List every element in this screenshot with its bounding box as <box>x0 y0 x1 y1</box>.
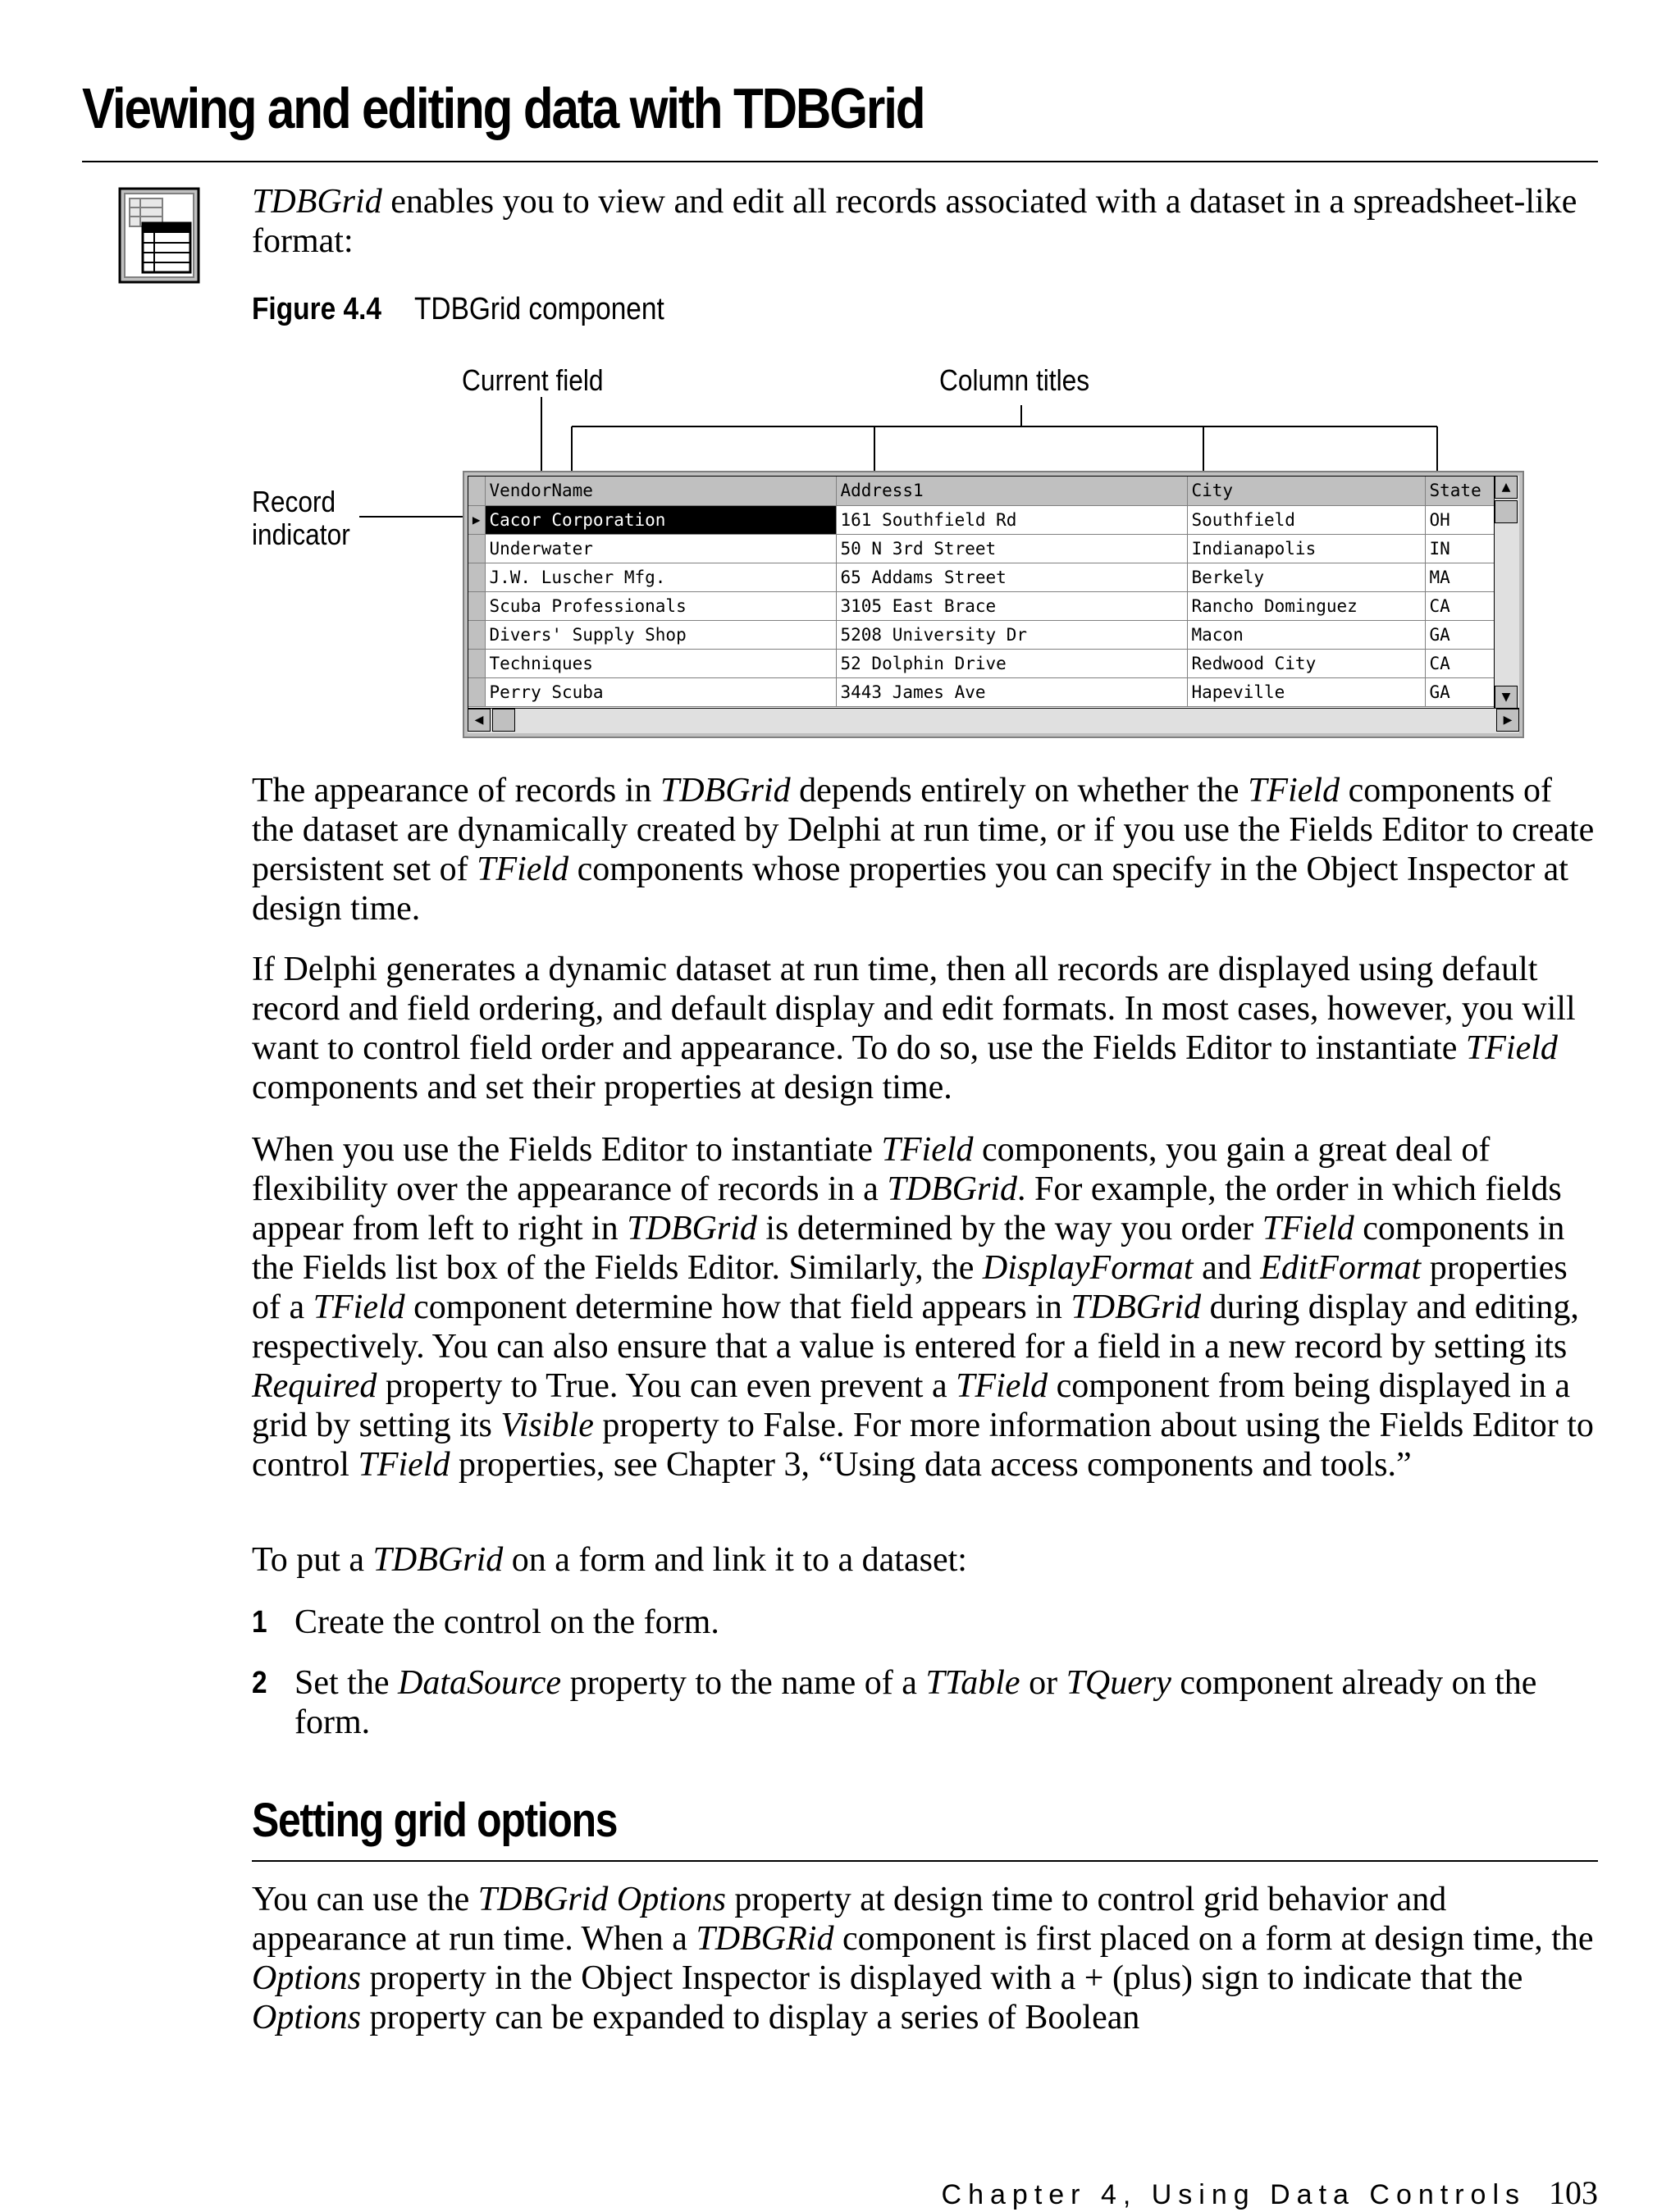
table-row <box>468 563 1502 591</box>
figure-title: TDBGrid component <box>414 292 664 326</box>
figure-caption <box>252 292 664 327</box>
dbgrid-table <box>468 477 1503 707</box>
scroll-down-icon: ▼ <box>1495 686 1518 709</box>
table-cell: J.W. Luscher Mfg. <box>485 563 836 591</box>
table-cell: 52 Dolphin Drive <box>836 649 1187 677</box>
table-cell: CA <box>1425 649 1502 677</box>
vertical-scroll-thumb <box>1495 500 1518 523</box>
intro-term: TDBGrid <box>252 183 382 221</box>
callout-column-titles: Column titles <box>939 363 1090 397</box>
current-field-cell: Cacor Corporation <box>485 505 836 534</box>
paragraph-fields-editor: When you use the Fields Editor to instantiate TField components, you gain a great deal of flexibility over the appearance of records in a TDBGrid. For example, the order in which fields appear from left to right in TDBGrid is determined by the way you order TField components in the Fields list box of the Fields Editor. Similarly, the DisplayFormat and EditFormat properties of a TField component determine how that field appears in TDBGrid during display and editing, respectively. You can also ensure that a value is entered for a field in a new record by setting its Required property to True. You can even prevent a TField component from being displayed in a grid by setting its Visible property to False. For more information about using the Fields Editor to control TField properties, see Chapter 3, “Using data access components and tools.” <box>252 1131 1594 1484</box>
table-cell: IN <box>1425 534 1502 563</box>
table-row <box>468 649 1502 677</box>
column-title-vendorname: VendorName <box>485 477 836 505</box>
table-cell: Macon <box>1187 620 1425 649</box>
page-footer <box>942 2173 1598 2212</box>
paragraph-grid-options: You can use the TDBGrid Options property at design time to control grid behavior and appearance at run time. When a TDBGRid component is first placed on a form at design time, the Options property in the Object Inspector is displayed with a + (plus) sign to indicate that the Options property can be expanded to display a series of Boolean <box>252 1881 1594 2036</box>
table-cell: Indianapolis <box>1187 534 1425 563</box>
column-title-address1: Address1 <box>836 477 1187 505</box>
row-indicator-cell <box>468 677 485 706</box>
header-indicator-cell <box>468 477 485 505</box>
step-text: Create the control on the form. <box>294 1603 719 1641</box>
callout-current-field: Current field <box>462 363 604 397</box>
intro-paragraph: TDBGrid enables you to view and edit all records associated with a dataset in a spreadsheet-like format: <box>252 183 1577 260</box>
table-cell: CA <box>1425 591 1502 620</box>
table-cell: OH <box>1425 505 1502 534</box>
scroll-left-icon: ◀ <box>468 709 491 732</box>
table-cell: 50 N 3rd Street <box>836 534 1187 563</box>
scroll-up-icon: ▲ <box>1495 476 1518 499</box>
step-number: 2 <box>252 1666 267 1700</box>
table-cell: Redwood City <box>1187 649 1425 677</box>
table-cell: 3105 East Brace <box>836 591 1187 620</box>
page-heading: Viewing and editing data with TDBGrid <box>82 76 924 140</box>
figure-number: Figure 4.4 <box>252 292 381 326</box>
grid-header-row <box>468 477 1502 505</box>
table-cell: Southfield <box>1187 505 1425 534</box>
table-cell: GA <box>1425 620 1502 649</box>
table-row <box>468 534 1502 563</box>
table-row <box>468 620 1502 649</box>
column-title-city: City <box>1187 477 1425 505</box>
table-cell: 5208 University Dr <box>836 620 1187 649</box>
row-indicator-cell <box>468 534 485 563</box>
paragraph-appearance: The appearance of records in TDBGrid depends entirely on whether the TField components of the dataset are dynamically created by Delphi at run time, or if you use the Fields Editor to create persistent set of TField components whose properties you can specify in the Object Inspector at design time. <box>252 772 1595 928</box>
table-cell: Scuba Professionals <box>485 591 836 620</box>
vertical-scrollbar <box>1494 476 1519 709</box>
table-cell: Hapeville <box>1187 677 1425 706</box>
table-cell: Rancho Dominguez <box>1187 591 1425 620</box>
row-indicator-cell <box>468 591 485 620</box>
tdbgrid-component-icon <box>118 187 200 284</box>
paragraph-to-put-grid: To put a TDBGrid on a form and link it to a dataset: <box>252 1541 967 1579</box>
table-cell: GA <box>1425 677 1502 706</box>
table-row <box>468 505 1502 534</box>
row-indicator-cell <box>468 620 485 649</box>
step-text: Set the DataSource property to the name of a TTable or TQuery component already on the form. <box>294 1664 1537 1741</box>
table-row <box>468 591 1502 620</box>
table-cell: Divers' Supply Shop <box>485 620 836 649</box>
step-number: 1 <box>252 1605 267 1640</box>
scroll-right-icon: ▶ <box>1496 709 1519 732</box>
dbgrid-figure <box>463 471 1524 738</box>
table-cell: Techniques <box>485 649 836 677</box>
record-indicator-icon: ▶ <box>468 505 485 534</box>
row-indicator-cell <box>468 563 485 591</box>
table-cell: 161 Southfield Rd <box>836 505 1187 534</box>
horizontal-scrollbar <box>468 708 1519 733</box>
table-row <box>468 677 1502 706</box>
section-rule <box>252 1860 1598 1862</box>
row-indicator-cell <box>468 649 485 677</box>
table-cell: Perry Scuba <box>485 677 836 706</box>
callout-record-indicator: Record indicator <box>252 485 350 551</box>
table-cell: 3443 James Ave <box>836 677 1187 706</box>
paragraph-dynamic-dataset: If Delphi generates a dynamic dataset at run time, then all records are displayed using default record and field ordering, and default display and edit formats. In most cases, however, you will want to control field order and appearance. To do so, use the Fields Editor to instantiate TField components and set their properties at design time. <box>252 951 1576 1106</box>
page-number: 103 <box>1549 2174 1598 2211</box>
heading-rule <box>82 161 1598 162</box>
footer-chapter: Chapter 4, Using Data Controls <box>941 2179 1526 2210</box>
column-title-state: State <box>1425 477 1502 505</box>
table-cell: 65 Addams Street <box>836 563 1187 591</box>
table-cell: Underwater <box>485 534 836 563</box>
table-cell: Berkely <box>1187 563 1425 591</box>
horizontal-scroll-thumb <box>492 709 515 732</box>
section-heading: Setting grid options <box>252 1794 618 1847</box>
table-cell: MA <box>1425 563 1502 591</box>
